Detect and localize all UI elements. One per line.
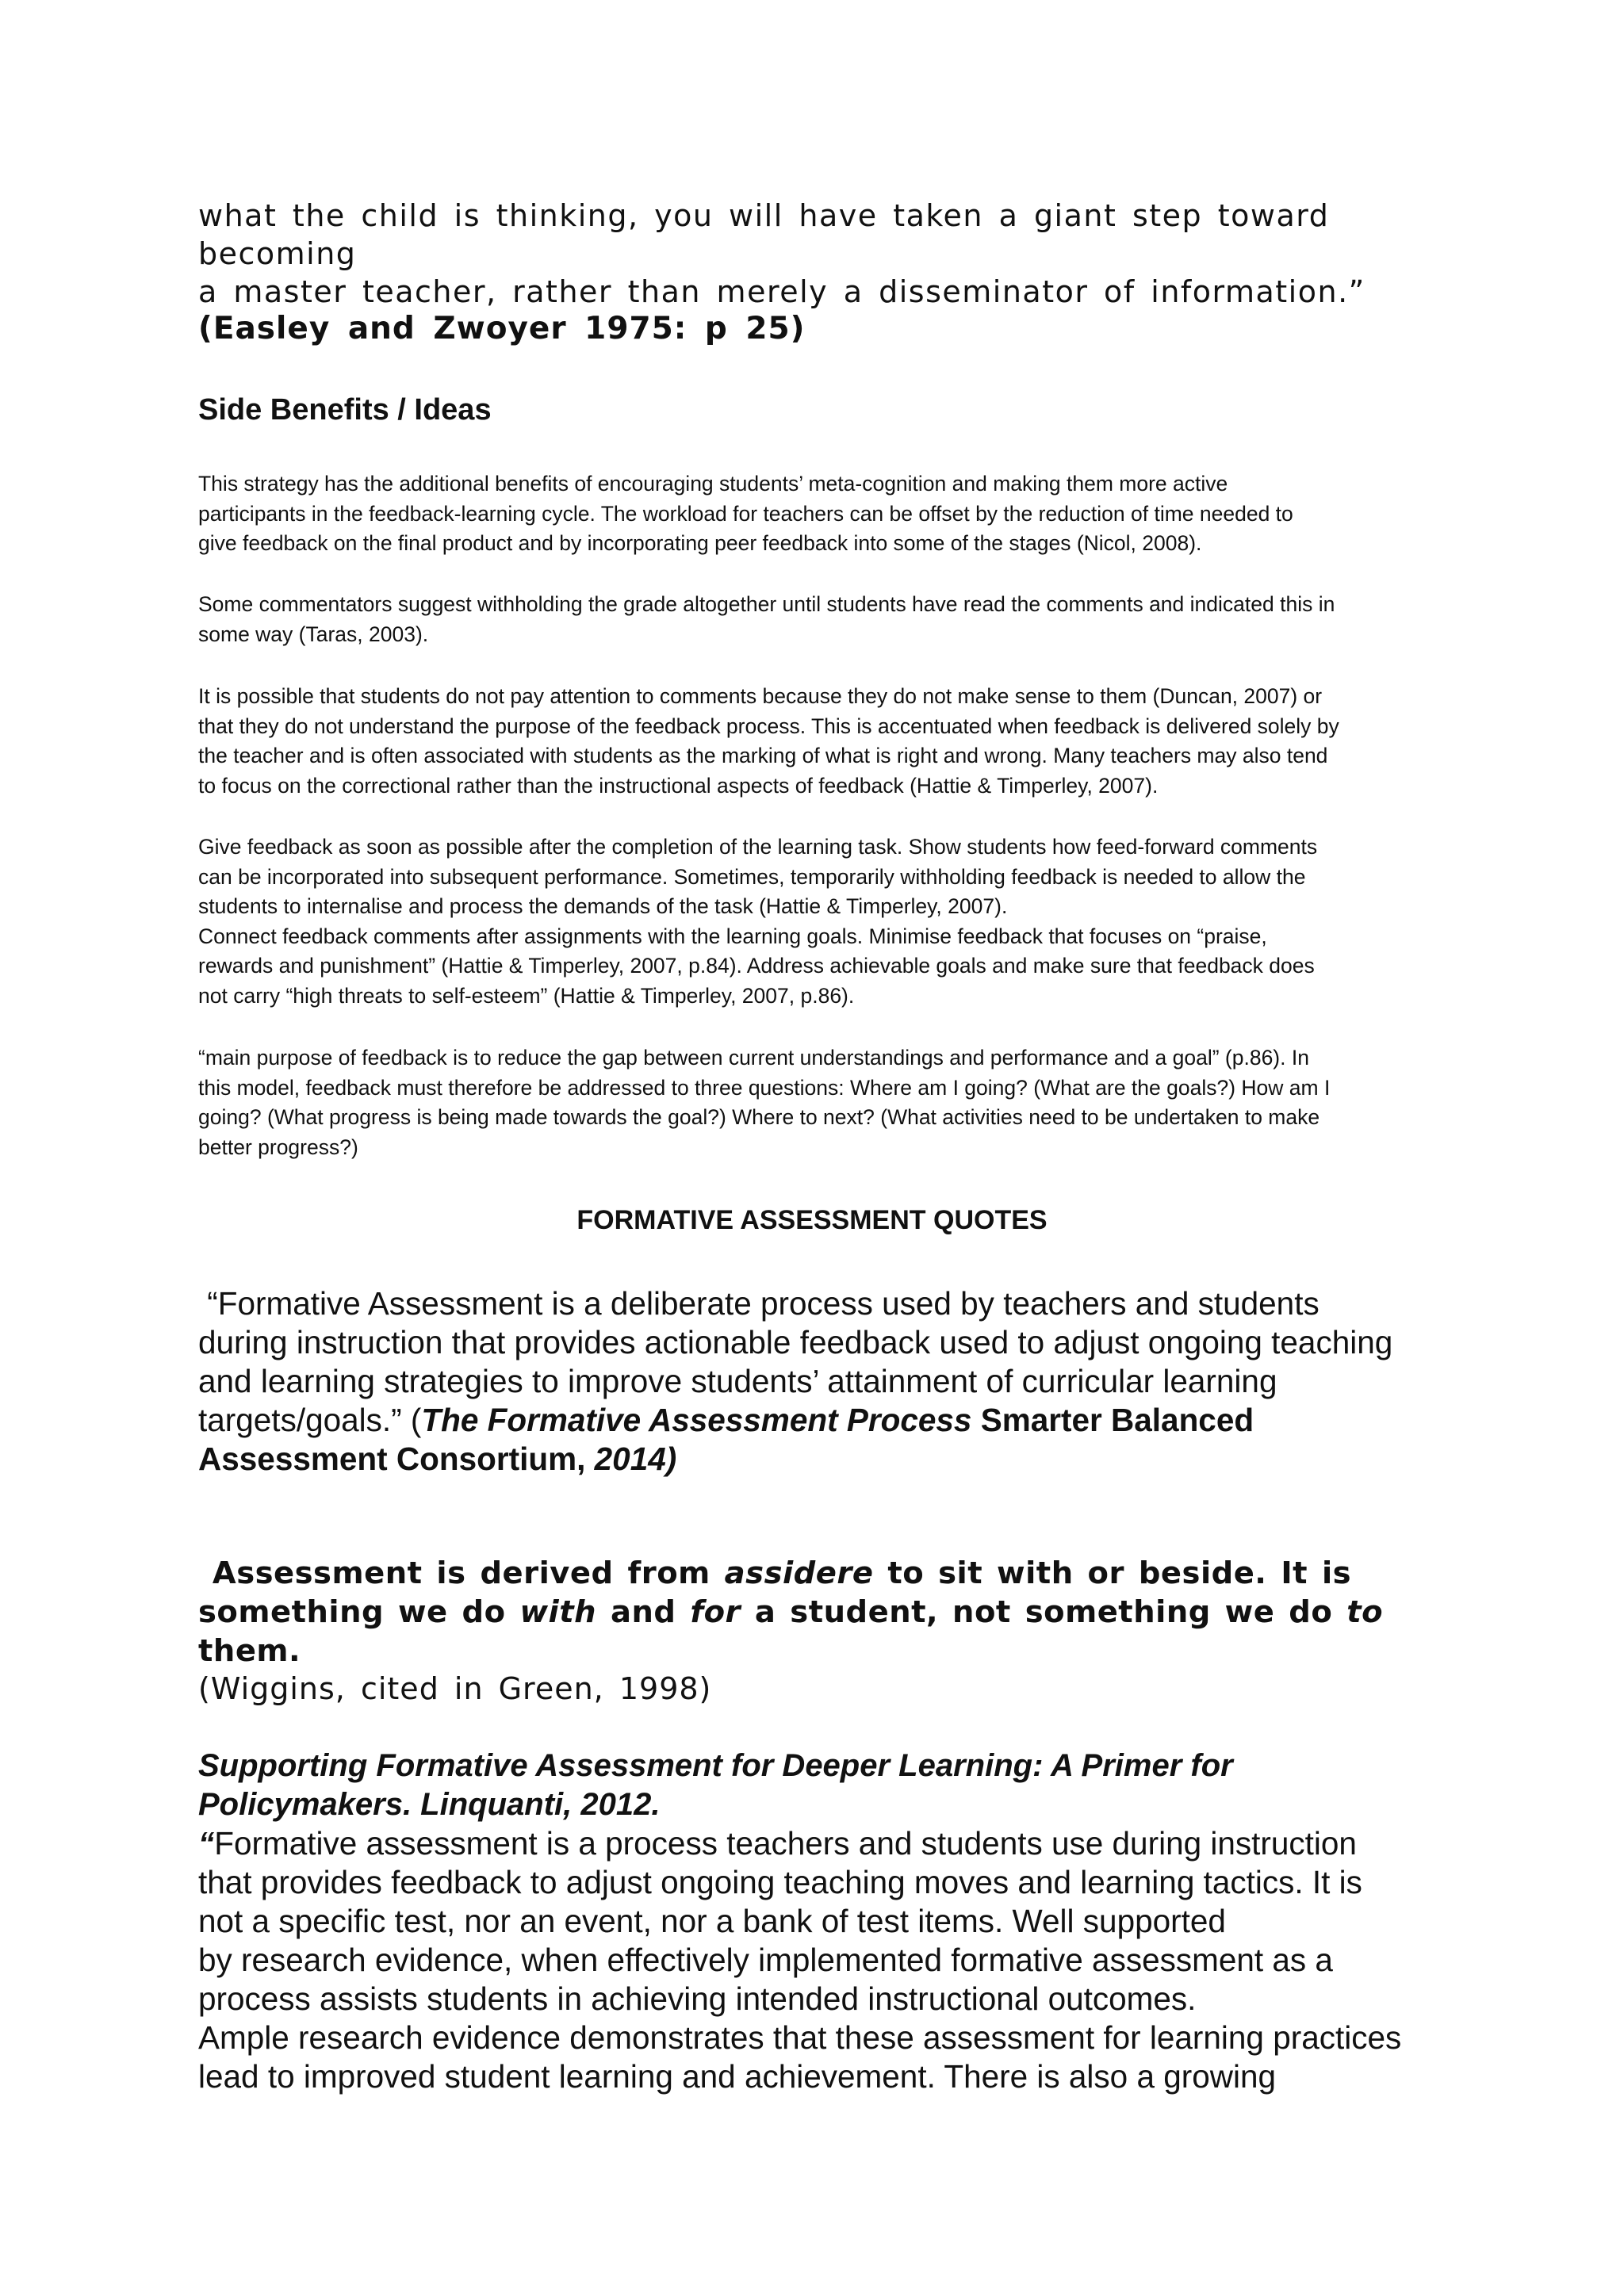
paragraph-line: to focus on the correctional rather than the instructional aspects of feedback (Hattie & Timperley, 2007).: [198, 773, 1159, 798]
quote-line: not a specific test, nor an event, nor a bank of test items. Well supported: [198, 1903, 1226, 1939]
paragraph-line: not carry “high threats to self-esteem” (Hattie & Timperley, 2007, p.86).: [198, 983, 855, 1008]
side-benefits-paragraph: [198, 832, 1443, 1011]
paragraph-line: Give feedback as soon as possible after the completion of the learning task. Show students how feed-forward comments: [198, 835, 1318, 859]
quote-line: [198, 1440, 1443, 1479]
opening-quote: [198, 197, 1435, 311]
quote-line: something we do with and for a student, not something we do to: [198, 1594, 1384, 1630]
paragraph-line: going? (What progress is being made towards the goal?) Where to next? (What activities need to be undertaken to make: [198, 1105, 1320, 1129]
side-benefits-paragraph: [198, 1043, 1443, 1162]
quote-line: them.: [198, 1633, 301, 1669]
paragraph-line: the teacher and is often associated with students as the marking of what is right and wrong. Many teachers may also tend: [198, 744, 1328, 767]
wiggins-citation: (Wiggins, cited in Green, 1998): [198, 1671, 712, 1706]
quote-line: “Formative Assessment is a deliberate process used by teachers and students: [198, 1285, 1320, 1322]
quote-line: Assessment is derived from assidere to sit with or beside. It is: [212, 1556, 1352, 1591]
quote-line: “Formative assessment is a process teachers and students use during instruction: [198, 1825, 1357, 1862]
paragraph-line: give feedback on the final product and by incorporating peer feedback into some of the stages (Nicol, 2008).: [198, 531, 1202, 555]
quote-text: targets/goals.” (: [198, 1402, 422, 1438]
side-benefits-paragraph: [198, 469, 1443, 559]
paragraph-line: can be incorporated into subsequent performance. Sometimes, temporarily withholding feedback is needed to allow the: [198, 864, 1306, 889]
primer-quote: [198, 1824, 1443, 2096]
quote-line: by research evidence, when effectively implemented formative assessment as a: [198, 1942, 1333, 1978]
paragraph-line: “main purpose of feedback is to reduce the gap between current understandings and performance and a goal” (p.86). In: [198, 1046, 1309, 1070]
primer-title: [198, 1747, 1443, 1824]
paragraph-line: This strategy has the additional benefits of encouraging students’ meta-cognition and making them more active: [198, 472, 1228, 496]
open-quote-mark: “: [198, 1825, 215, 1862]
side-benefits-paragraph: [198, 682, 1443, 801]
quote-line: and learning strategies to improve students’ attainment of curricular learning: [198, 1363, 1277, 1399]
paragraph-line: Some commentators suggest withholding the grade altogether until students have read the comments and indicated this in: [198, 592, 1335, 616]
latin-term: assidere: [724, 1556, 874, 1591]
paragraph-line: rewards and punishment” (Hattie & Timperley, 2007, p.84). Address achievable goals and make sure that feedback does: [198, 954, 1315, 978]
formative-quotes-heading: FORMATIVE ASSESSMENT QUOTES: [576, 1205, 1048, 1235]
paragraph-line: that they do not understand the purpose of the feedback process. This is accentuated when feedback is delivered solely by: [198, 714, 1339, 738]
source-org: Assessment Consortium,: [198, 1441, 595, 1477]
quote-smarter-balanced: [198, 1284, 1443, 1479]
opening-quote-line: a master teacher, rather than merely a disseminator of information.”: [198, 274, 1365, 309]
quote-line: that provides feedback to adjust ongoing teaching moves and learning tactics. It is: [198, 1864, 1362, 1900]
quote-line: Ample research evidence demonstrates that these assessment for learning practices: [198, 2019, 1402, 2056]
side-benefits-heading: Side Benefits / Ideas: [198, 393, 492, 427]
quote-line: process assists students in achieving intended instructional outcomes.: [198, 1980, 1197, 2017]
paragraph-line: better progress?): [198, 1135, 358, 1159]
quote-wiggins: [198, 1554, 1435, 1670]
opening-citation: (Easley and Zwoyer 1975: p 25): [198, 311, 806, 346]
primer-title-line: Policymakers. Linquanti, 2012.: [198, 1787, 661, 1822]
primer-title-line: Supporting Formative Assessment for Deeper Learning: A Primer for: [198, 1748, 1233, 1783]
opening-quote-line: what the child is thinking, you will have taken a giant step toward becoming: [198, 198, 1330, 271]
quote-line: [198, 1401, 1443, 1440]
paragraph-line: Connect feedback comments after assignments with the learning goals. Minimise feedback that focuses on “praise,: [198, 924, 1267, 948]
paragraph-line: participants in the feedback-learning cycle. The workload for teachers can be offset by the reduction of time needed to: [198, 501, 1293, 526]
paragraph-line: some way (Taras, 2003).: [198, 622, 429, 646]
paragraph-line: students to internalise and process the demands of the task (Hattie & Timperley, 2007).: [198, 894, 1008, 918]
source-title: The Formative Assessment Process: [421, 1402, 972, 1438]
paragraph-line: this model, feedback must therefore be addressed to three questions: Where am I going? (What are the goals?) How am I: [198, 1075, 1331, 1100]
source-year: 2014): [594, 1441, 677, 1477]
source-org: Smarter Balanced: [971, 1402, 1254, 1438]
quote-line: during instruction that provides actionable feedback used to adjust ongoing teaching: [198, 1324, 1393, 1360]
paragraph-line: It is possible that students do not pay attention to comments because they do not make sense to them (Duncan, 2007) or: [198, 684, 1323, 708]
quote-line: lead to improved student learning and achievement. There is also a growing: [198, 2058, 1277, 2095]
side-benefits-paragraph: [198, 590, 1443, 649]
